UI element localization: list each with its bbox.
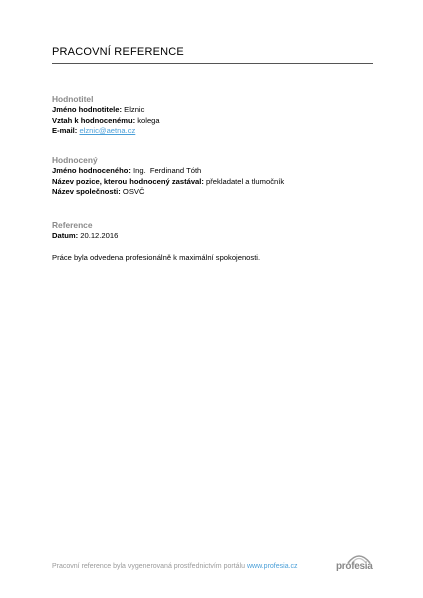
reference-heading: Reference [52,220,93,230]
evaluated-heading: Hodnocený [52,155,98,165]
evaluator-relation-value: kolega [137,115,160,125]
footer-website-link[interactable]: www.profesia.cz [246,563,298,570]
evaluated-company-row [52,187,284,198]
evaluated-name-label: Jméno hodnoceného: [52,166,131,175]
evaluated-section [52,155,284,198]
evaluator-email-row [52,126,160,137]
reference-date-row [52,231,118,242]
evaluator-heading: Hodnotitel [52,94,94,104]
evaluator-name-value: Elznic [124,105,145,114]
evaluator-relation-row [52,116,160,127]
evaluator-name-row [52,105,160,116]
reference-text: Práce byla odvedena profesionálně k maximální spokojenosti. [52,253,261,262]
evaluated-position-row [52,177,284,188]
title-divider [52,63,373,64]
evaluator-name-label: Jméno hodnotitele: [52,105,123,114]
evaluated-position-value: překladatel a tlumočník [206,176,285,186]
reference-section [52,220,118,242]
evaluated-company-label: Název společnosti: [52,187,121,197]
evaluated-position-label: Název pozice, kterou hodnocený zastával: [52,176,204,186]
reference-date-label: Datum: [52,231,79,240]
footer-text: Pracovní reference byla vygenerovaná prostřednictvím portálu [52,563,245,570]
document-title: PRACOVNÍ REFERENCE [52,46,184,58]
logo-text: profesia [336,561,373,572]
reference-date-value: 20.12.2016 [80,231,119,240]
footer-note [52,563,298,570]
evaluated-name-row [52,166,284,177]
evaluated-name-value: Ing. Ferdinand Tóth [133,166,202,175]
evaluator-email-link[interactable]: elznic@aetna.cz [79,126,136,136]
evaluator-section [52,94,160,137]
profesia-logo [336,552,384,576]
evaluator-relation-label: Vztah k hodnocenému: [52,115,136,125]
evaluated-company-value: OSVČ [122,187,145,197]
evaluator-email-label: E-mail: [52,126,78,136]
